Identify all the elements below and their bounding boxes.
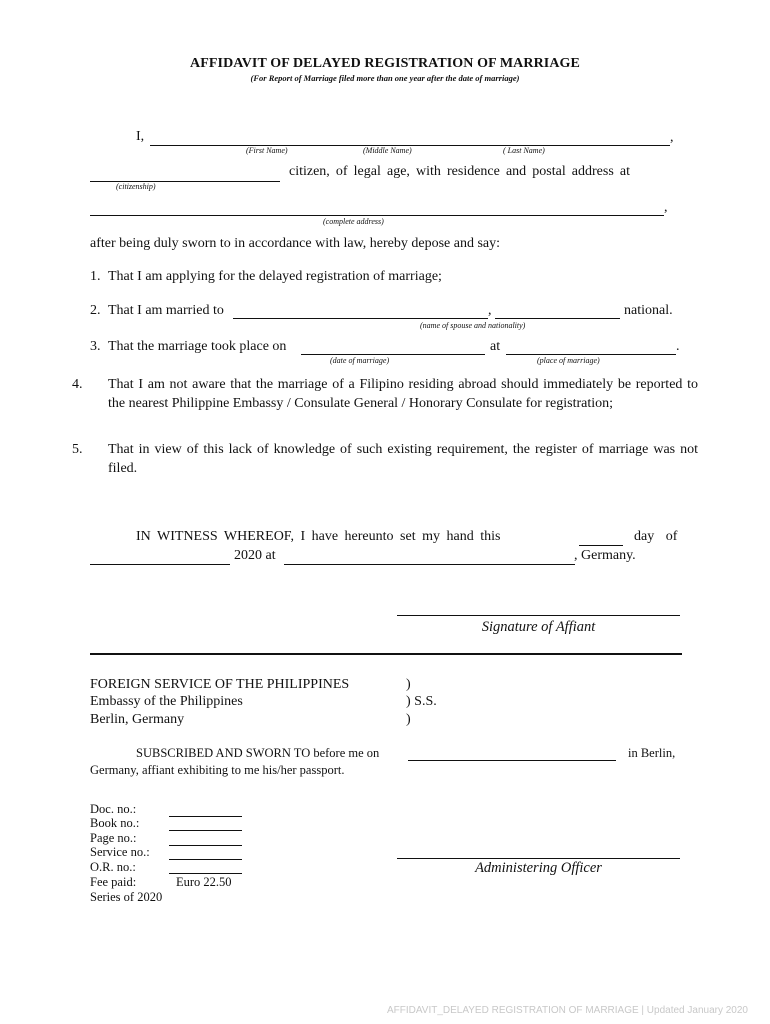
item-text: That I am not aware that the marriage of a Filipino residing abroad should immediately be reported to the nearest Philippine Embassy / Consulate General / Honorary Consulate for registration;: [108, 377, 698, 411]
witness-city-field[interactable]: [284, 564, 575, 565]
series-label: Series of 2020: [90, 890, 163, 904]
item-text: That I am applying for the delayed registration of marriage;: [108, 269, 442, 284]
venue-paren-2: ) S.S.: [406, 694, 437, 709]
jurat-prefix: SUBSCRIBED AND SWORN TO before me on: [136, 746, 380, 760]
address-caption: (complete address): [323, 217, 384, 226]
witness-prefix: IN WITNESS WHEREOF, I have hereunto set my hand this: [136, 529, 501, 544]
page-no-field[interactable]: [169, 845, 242, 846]
list-item-2-prefix: That I am married to: [108, 303, 224, 318]
witness-month-field[interactable]: [90, 564, 230, 565]
citizen-text: citizen, of legal age, with residence and postal address at: [289, 164, 630, 179]
item-number: 1.: [90, 269, 101, 284]
marriage-place-field[interactable]: [506, 354, 676, 355]
list-item-3-prefix: That the marriage took place on: [108, 339, 287, 354]
list-item-4: [72, 375, 698, 413]
witness-country-text: , Germany.: [574, 548, 636, 563]
service-no-field[interactable]: [169, 859, 242, 860]
jurat-line-2: Germany, affiant exhibiting to me his/her passport.: [90, 763, 345, 777]
item-text: That in view of this lack of knowledge of such existing requirement, the register of marriage was not filed.: [108, 442, 698, 476]
page-no-label: Page no.:: [90, 831, 137, 845]
item-number: 4.: [72, 377, 83, 392]
item-number: 5.: [72, 442, 83, 457]
officer-signature-line[interactable]: [397, 858, 680, 859]
date-caption: (date of marriage): [330, 356, 390, 365]
venue-line-1: FOREIGN SERVICE OF THE PHILIPPINES: [90, 677, 350, 692]
fee-paid-value: Euro 22.50: [176, 875, 232, 889]
book-no-field[interactable]: [169, 830, 242, 831]
witness-suffix: day of: [634, 529, 678, 544]
last-name-caption: ( Last Name): [503, 146, 545, 155]
witness-day-field[interactable]: [579, 545, 623, 546]
name-trailing-comma: ,: [670, 130, 674, 145]
spouse-nationality-field[interactable]: [495, 318, 620, 319]
list-item-1: [90, 267, 680, 286]
section-divider: [90, 653, 682, 655]
affiant-signature-line[interactable]: [397, 615, 680, 616]
i-prefix: I,: [136, 129, 145, 144]
list-item-5: [72, 440, 698, 478]
service-no-label: Service no.:: [90, 845, 150, 859]
page-footer: AFFIDAVIT_DELAYED REGISTRATION OF MARRIAGE | Updated January 2020: [386, 1005, 748, 1016]
list-item-3-end: .: [676, 339, 680, 354]
list-item-2-suffix: national.: [624, 303, 673, 318]
list-item-3-number: 3.: [90, 339, 101, 354]
document-subtitle: (For Report of Marriage filed more than one year after the date of marriage): [250, 73, 520, 83]
place-caption: (place of marriage): [537, 356, 600, 365]
venue-paren-1: ): [406, 677, 411, 692]
citizenship-caption: (citizenship): [116, 182, 156, 191]
first-name-caption: (First Name): [246, 146, 288, 155]
venue-line-3: Berlin, Germany: [90, 712, 185, 727]
depose-statement: after being duly sworn to in accordance with law, hereby depose and say:: [90, 236, 501, 251]
officer-signature-caption: Administering Officer: [475, 860, 602, 876]
spouse-caption: (name of spouse and nationality): [420, 321, 526, 330]
affiant-signature-caption: Signature of Affiant: [481, 619, 596, 635]
middle-name-caption: (Middle Name): [363, 146, 412, 155]
jurat-date-field[interactable]: [408, 760, 616, 761]
list-item-3-mid: at: [490, 339, 501, 354]
jurat-suffix: in Berlin,: [628, 746, 676, 760]
list-item-2-number: 2.: [90, 303, 101, 318]
document-title: AFFIDAVIT OF DELAYED REGISTRATION OF MARRIAGE: [190, 56, 580, 71]
marriage-date-field[interactable]: [301, 354, 485, 355]
book-no-label: Book no.:: [90, 816, 140, 830]
or-no-field[interactable]: [169, 873, 242, 874]
or-no-label: O.R. no.:: [90, 860, 136, 874]
doc-no-label: Doc. no.:: [90, 802, 137, 816]
venue-line-2: Embassy of the Philippines: [90, 694, 243, 709]
fee-paid-label: Fee paid:: [90, 875, 137, 889]
list-item-2-sep: ,: [488, 303, 492, 318]
venue-paren-3: ): [406, 712, 411, 727]
address-comma: ,: [664, 200, 668, 215]
doc-no-field[interactable]: [169, 816, 242, 817]
spouse-name-field[interactable]: [233, 318, 488, 319]
address-field[interactable]: [90, 215, 664, 216]
witness-year-text: 2020 at: [234, 548, 276, 563]
